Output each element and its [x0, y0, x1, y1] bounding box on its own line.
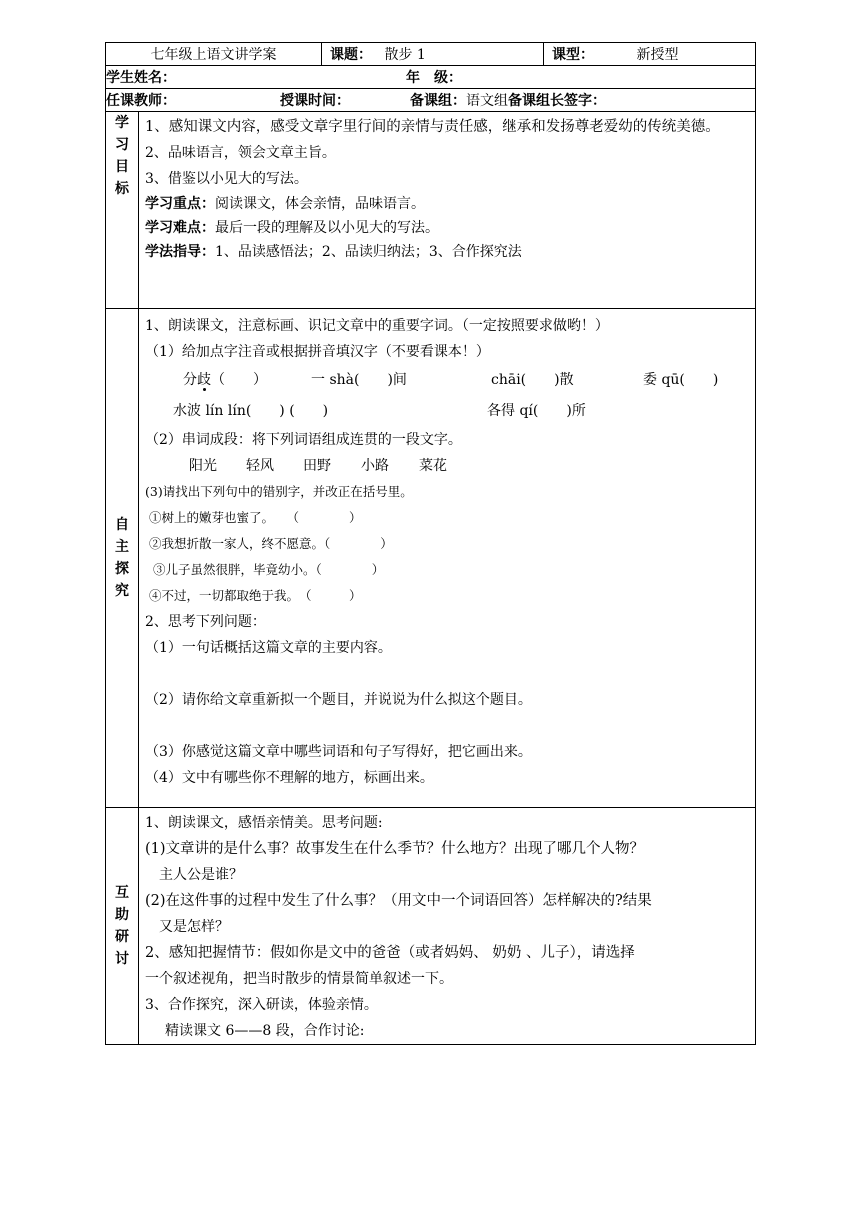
pinyin-item: 各得 qí( )所 — [487, 403, 586, 419]
discussion-question-cont: 又是怎样？ — [159, 919, 229, 935]
type-cell — [544, 43, 756, 66]
goals-label-char: 目 — [115, 159, 129, 175]
discussion-label-cell — [106, 808, 139, 1045]
topic-cell — [322, 43, 544, 66]
self-study-content — [139, 309, 756, 808]
key-point-text: 阅读课文，体会亲情，品味语言。 — [215, 196, 425, 212]
self-study-label-char: 主 — [115, 539, 129, 555]
pinyin-row-1 — [145, 365, 755, 395]
pinyin-item: 委 qū( ) — [643, 372, 719, 388]
goals-content — [139, 112, 756, 309]
goals-label-char: 标 — [115, 181, 129, 197]
goals-label-char: 习 — [115, 137, 129, 153]
group-value: 语文组 — [466, 93, 508, 109]
teacher-label: 任课教师： — [106, 93, 176, 109]
self-study-label-char: 自 — [115, 517, 129, 533]
discussion-question: (2)在这件事的过程中发生了什么事？（用文中一个词语回答）怎样解决的?结果 — [145, 893, 652, 909]
pinyin-item: 分歧（ ） — [183, 372, 267, 388]
word-item: 阳光 — [189, 458, 217, 474]
discussion-label-char: 互 — [115, 885, 129, 901]
leader-label: 备课组长签字： — [508, 93, 606, 109]
word-item: 轻风 — [246, 458, 274, 474]
discussion-question-cont: 主人公是谁？ — [159, 867, 243, 883]
doc-title: 七年级上语文讲学案 — [150, 47, 277, 63]
doc-title-cell — [106, 43, 322, 66]
error-item: ①树上的嫩芽也蜜了。 （ ） — [149, 510, 362, 525]
pinyin-item: 一 shà( )间 — [311, 372, 407, 388]
grade-label: 年 级： — [406, 70, 462, 86]
discussion-task-2-cont: 一个叙述视角，把当时散步的情景简单叙述一下。 — [145, 971, 453, 987]
question: （4）文中有哪些你不理解的地方，标画出来。 — [145, 770, 434, 786]
emphasis-char: 歧 — [197, 372, 211, 388]
discussion-label-char: 研 — [115, 929, 129, 945]
pinyin-row-2 — [145, 395, 755, 427]
self-study-label-char: 探 — [115, 561, 129, 577]
word-item: 小路 — [361, 458, 389, 474]
group-label: 备课组： — [410, 93, 466, 109]
lesson-plan-sheet — [105, 42, 755, 1045]
sub-task-1: （1）给加点字注音或根据拼音填汉字（不要看课本！） — [145, 344, 490, 360]
method-guide — [145, 240, 755, 264]
task-1: 1、朗读课文，注意标画、识记文章中的重要字词。（一定按照要求做哟！） — [145, 318, 609, 334]
difficulty-text: 最后一段的理解及以小见大的写法。 — [215, 220, 439, 236]
type-label: 课型： — [552, 47, 594, 63]
error-item: ④不过，一切都取绝于我。 （ ） — [149, 588, 362, 603]
difficulty-point — [145, 216, 755, 240]
discussion-label-char: 助 — [115, 907, 129, 923]
student-label: 学生姓名： — [106, 70, 176, 86]
discussion-question: (1)文章讲的是什么事？故事发生在什么季节？什么地方？出现了哪几个人物？ — [145, 841, 645, 857]
sub-task-2: （2）串词成段：将下列词语组成连贯的一段文字。 — [145, 432, 462, 448]
teacher-row — [106, 89, 756, 112]
header-table — [105, 42, 756, 66]
task-2: 2、思考下列问题： — [145, 614, 266, 630]
key-point — [145, 192, 755, 216]
goals-label-char: 学 — [115, 115, 129, 131]
goal-item: 1、感知课文内容，感受文章字里行间的亲情与责任感，继承和发扬尊老爱幼的传统美德。 — [145, 119, 720, 135]
pinyin-item: chāi( )散 — [491, 372, 574, 388]
word-list — [145, 453, 755, 479]
difficulty-label: 学习难点： — [145, 220, 215, 236]
method-label: 学法指导： — [145, 244, 215, 260]
key-point-label: 学习重点： — [145, 196, 215, 212]
word-item: 田野 — [303, 458, 331, 474]
question: （2）请你给文章重新拟一个题目，并说说为什么拟这个题目。 — [145, 692, 532, 708]
type-value: 新授型 — [636, 47, 679, 63]
error-item: ②我想折散一家人，终不愿意。（ ） — [149, 536, 393, 551]
error-item: ③儿子虽然很胖，毕竟幼小。（ ） — [153, 562, 385, 577]
self-study-label-cell — [106, 309, 139, 808]
discussion-task-2: 2、感知把握情节：假如你是文中的爸爸（或者妈妈、 奶奶 、儿子），请选择 — [145, 945, 635, 961]
goal-item: 2、品味语言，领会文章主旨。 — [145, 145, 336, 161]
question: （3）你感觉这篇文章中哪些词语和句子写得好，把它画出来。 — [145, 744, 532, 760]
pinyin-item: 水波 lín lín( ) ( ) — [173, 403, 329, 419]
discussion-task-3: 3、合作探究，深入研读，体验亲情。 — [145, 997, 378, 1013]
word-item: 菜花 — [419, 458, 447, 474]
discussion-content — [139, 808, 756, 1045]
time-label: 授课时间： — [280, 93, 350, 109]
student-row — [106, 66, 756, 89]
topic-value: 散步 1 — [384, 47, 426, 63]
body-table — [105, 66, 756, 1045]
discussion-task-3-sub: 精读课文 6——8 段，合作讨论: — [165, 1023, 365, 1039]
method-text: 1、品读感悟法；2、品读归纳法；3、合作探究法 — [215, 244, 522, 260]
topic-label: 课题： — [330, 47, 372, 63]
discussion-task-1: 1、朗读课文，感悟亲情美。思考问题: — [145, 815, 383, 831]
question: （1）一句话概括这篇文章的主要内容。 — [145, 640, 392, 656]
sub-task-3: (3)请找出下列句中的错别字，并改正在括号里。 — [145, 484, 413, 499]
goals-label-cell — [106, 112, 139, 309]
discussion-label-char: 讨 — [115, 951, 129, 967]
self-study-label-char: 究 — [115, 583, 129, 599]
goal-item: 3、借鉴以小见大的写法。 — [145, 171, 308, 187]
